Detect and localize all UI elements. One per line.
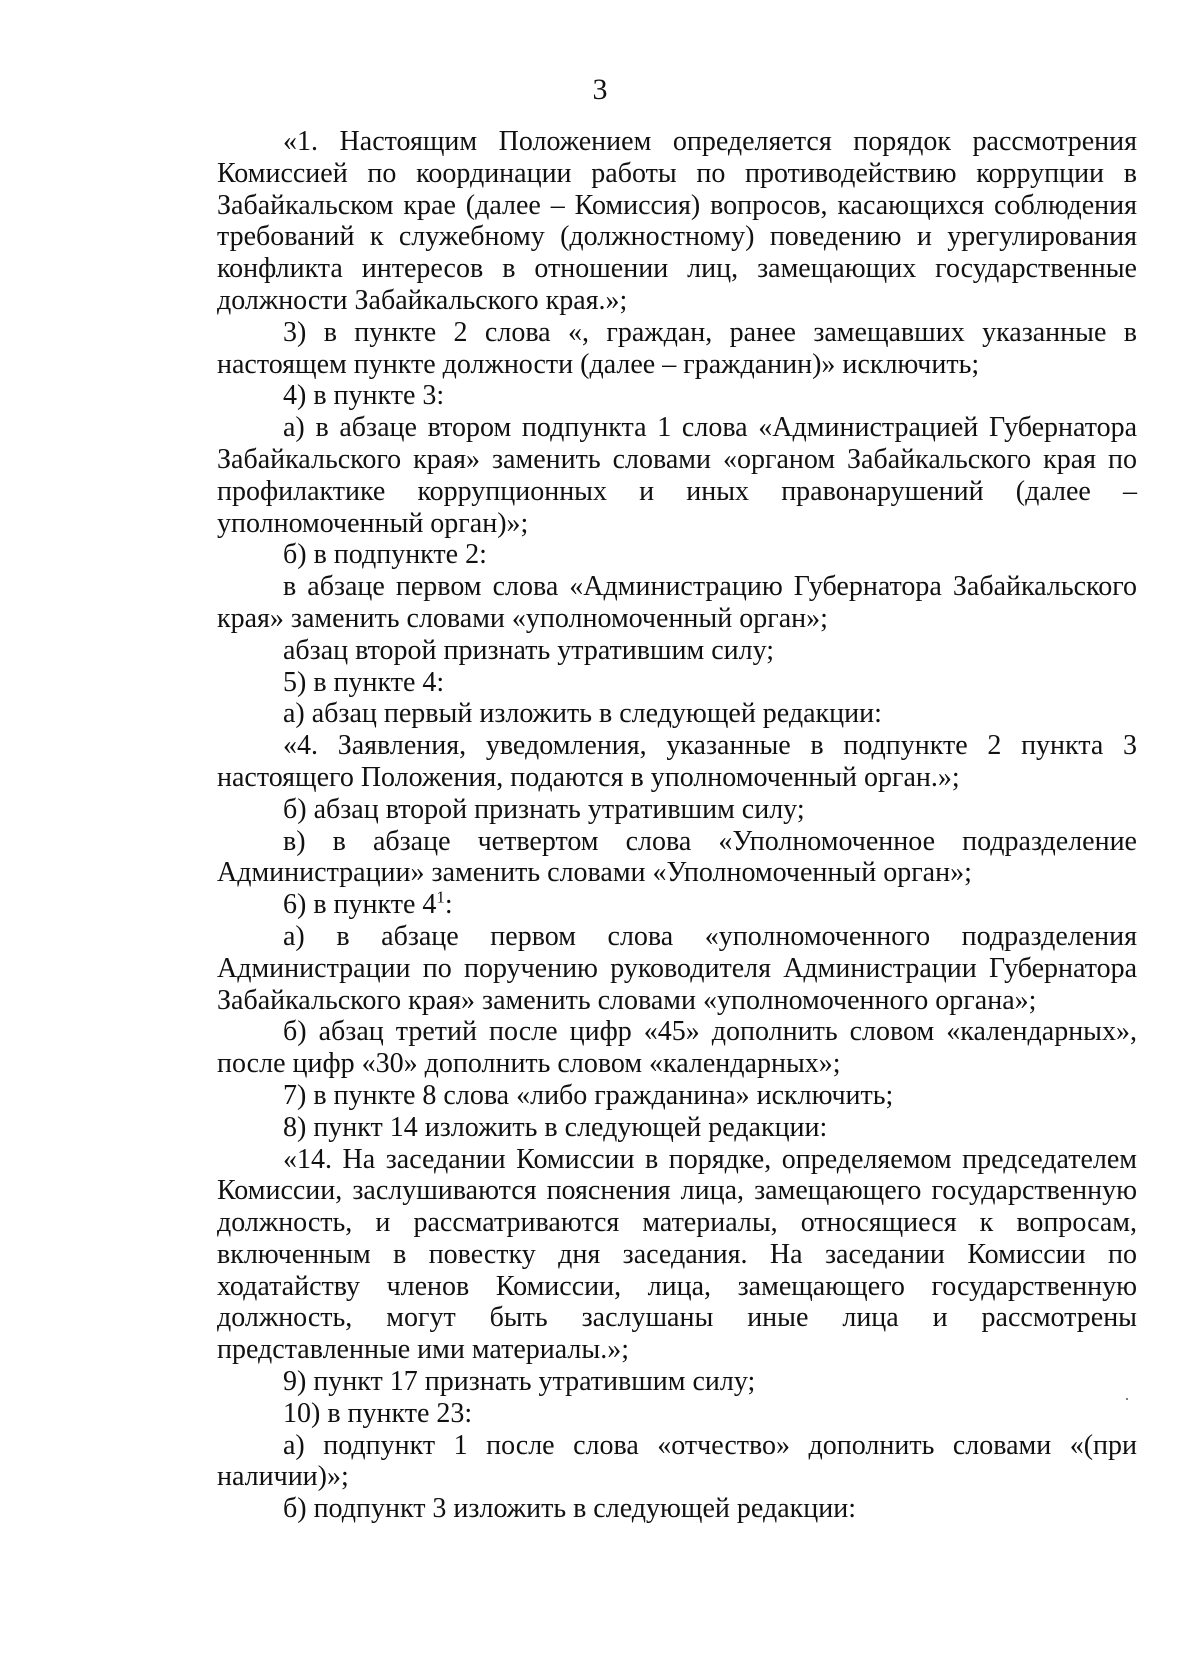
item-6-suffix: : [444, 889, 453, 921]
document-body [217, 126, 1137, 1525]
item-6-prefix: 6) в пункте 4 [283, 889, 437, 921]
paragraph-quote-4: «4. Заявления, уведомления, указанные в подпункте 2 пункта 3 настоящего Положения, подаются в уполномоченный орган.»; [217, 730, 1137, 793]
paragraph-item-10b: б) подпункт 3 изложить в следующей редакции: [283, 1493, 856, 1525]
paragraph-item-4b-abzac1: в абзаце первом слова «Администрацию Губернатора Забайкальского края» заменить словами «уполномоченный орган»; [217, 571, 1137, 634]
paragraph-item-9: 9) пункт 17 признать утратившим силу; [283, 1366, 756, 1398]
paragraph-quote-14: «14. На заседании Комиссии в порядке, определяемом председателем Комиссии, заслушиваются пояснения лица, замещающего государственную должность, и рассматриваются материалы, относящиеся к вопросам, включенным в повестку дня заседания. На заседании Комиссии по ходатайству членов Комиссии, лица, замещающего государственную должность, могут быть заслушаны иные лица и рассмотрены представленные ими материалы.»; [217, 1143, 1137, 1366]
paragraph-item-5b: б) абзац второй признать утратившим силу; [283, 793, 805, 825]
paragraph-item-6a: а) в абзаце первом слова «уполномоченного подразделения Администрации по поручению руководителя Администрации Губернатора Забайкальского края» заменить словами «уполномоченного органа»; [217, 920, 1137, 1016]
paragraph-item-4b-abzac2: абзац второй признать утратившим силу; [283, 634, 775, 666]
paragraph-quote-1: «1. Настоящим Положением определяется порядок рассмотрения Комиссией по координации работы по противодействию коррупции в Забайкальском крае (далее – Комиссия) вопросов, касающихся соблюдения требований к служебному (должностному) поведению и урегулирования конфликта интересов в отношении лиц, замещающих государственные должности Забайкальского края.»; [217, 126, 1137, 316]
paragraph-item-6 [217, 889, 1137, 921]
paragraph-item-6b: б) абзац третий после цифр «45» дополнить словом «календарных», после цифр «30» дополнить словом «календарных»; [217, 1016, 1137, 1080]
paragraph-item-10: 10) в пункте 23: [283, 1397, 473, 1429]
paragraph-item-5a: а) абзац первый изложить в следующей редакции: [283, 698, 882, 730]
paragraph-item-4a: а) в абзаце втором подпункта 1 слова «Администрацией Губернатора Забайкальского края» заменить словами «органом Забайкальского края по профилактике коррупционных и иных правонарушений (далее – уполномоченный орган)»; [217, 412, 1137, 539]
paragraph-item-4: 4) в пункте 3: [283, 380, 445, 412]
paragraph-item-8: 8) пункт 14 изложить в следующей редакции: [283, 1111, 828, 1143]
paragraph-item-5: 5) в пункте 4: [283, 666, 445, 698]
paragraph-item-3: 3) в пункте 2 слова «, граждан, ранее замещавших указанные в настоящем пункте должности (далее – гражданин)» исключить; [217, 316, 1137, 380]
paragraph-item-5v: в) в абзаце четвертом слова «Уполномоченное подразделение Администрации» заменить словами «Уполномоченный орган»; [217, 825, 1137, 889]
item-6-superscript: 1 [436, 887, 445, 907]
page-number: 3 [592, 73, 608, 106]
scan-speck [1126, 1398, 1128, 1400]
paragraph-item-7: 7) в пункте 8 слова «либо гражданина» исключить; [283, 1079, 894, 1111]
paragraph-item-10a: а) подпункт 1 после слова «отчество» дополнить словами «(при наличии)»; [217, 1429, 1137, 1493]
paragraph-item-4b: б) в подпункте 2: [283, 539, 487, 571]
